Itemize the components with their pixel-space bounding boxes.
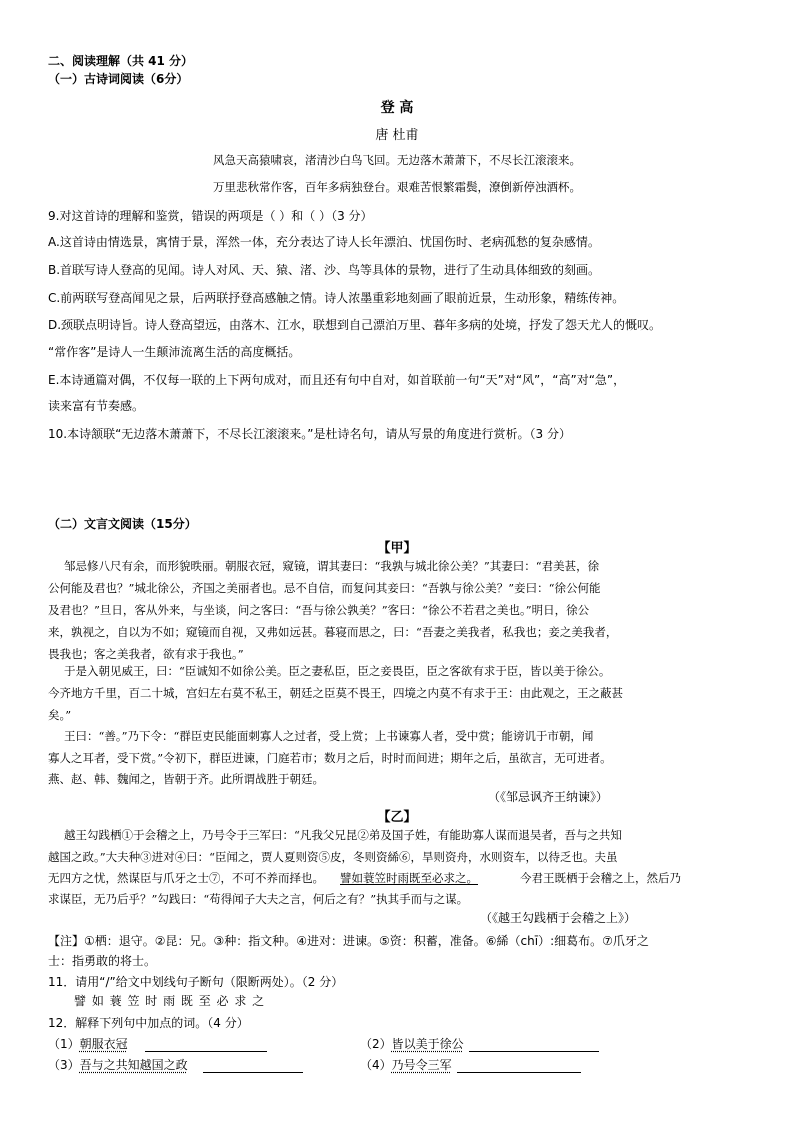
q12-item-num: （4）: [360, 1058, 392, 1072]
q9-stem: 9.对这首诗的理解和鉴赏，错误的两项是（ ）和（ ）（3 分）: [48, 209, 373, 223]
q11-sentence: 譬 如 蓑 笠 时 雨 既 至 必 求 之: [74, 994, 266, 1008]
q12-item-num: （1）: [48, 1037, 80, 1051]
annotation-note-cont: 士：指勇敢的将士。: [48, 954, 157, 968]
q12-item-2: [360, 1035, 599, 1052]
jia-source: （《邹忌讽齐王纳谏》）: [488, 790, 609, 804]
q12-item-4: [360, 1056, 581, 1073]
jia-line: 邹忌修八尺有余，而形貌昳丽。朝服衣冠，窥镜，谓其妻曰：“我孰与城北徐公美？”其妻曰：“君美甚，徐: [64, 559, 600, 573]
q12-stem: 12．解释下列句中加点的词。（4 分）: [48, 1016, 249, 1030]
part1-title: （一）古诗词阅读（6分）: [48, 72, 189, 86]
answer-blank[interactable]: [203, 1058, 303, 1073]
annotation-note: 【注】①栖：退守。②昆：兄。③种：指文种。④进对：进谏。⑤资：积蓄，准备。⑥絺（chī）:细葛布。⑦爪牙之: [48, 934, 649, 948]
poem-line-2: 万里悲秋常作客，百年多病独登台。艰难苦恨繁霜鬓，潦倒新停浊酒杯。: [213, 180, 581, 194]
poem-line-1: 风急天高猿啸哀，渚清沙白鸟飞回。无边落木萧萧下，不尽长江滚滚来。: [213, 153, 581, 167]
q9-option-d: D.颈联点明诗旨。诗人登高望远，由落木、江水，联想到自己漂泊万里、暮年多病的处境，抒发了怨天尤人的慨叹。: [48, 318, 662, 332]
yi-underlined-sentence: 譬如蓑笠时雨既至必求之。: [340, 871, 478, 885]
q12-item-num: （3）: [48, 1058, 80, 1072]
q12-item-text: 皆以美于徐公: [391, 1037, 464, 1051]
jia-line: 畏我也；客之美我者，欲有求于我也。”: [48, 647, 244, 661]
q9-option-d-cont: “常作客”是诗人一生颠沛流离生活的高度概括。: [48, 345, 301, 359]
poem-title: 登 高: [380, 100, 414, 116]
q12-item-num: （2）: [360, 1037, 392, 1051]
q12-item-text: 朝服衣冠: [79, 1037, 128, 1051]
jia-line: 于是入朝见威王，曰：“臣诚知不如徐公美。臣之妻私臣，臣之妾畏臣，臣之客欲有求于臣，皆以美于徐公。: [64, 664, 611, 678]
q10-stem: 10.本诗颔联“无边落木萧萧下，不尽长江滚滚来。”是杜诗名句，请从写景的角度进行赏析。（3 分）: [48, 427, 571, 441]
q9-option-c: C.前两联写登高闻见之景，后两联抒登高感触之情。诗人浓墨重彩地刻画了眼前近景，生动形象，精练传神。: [48, 291, 625, 305]
q12-item-3: [48, 1056, 303, 1073]
yi-source: （《越王勾践栖于会稽之上》）: [480, 911, 637, 925]
jia-line: 燕、赵、韩、魏闻之，皆朝于齐。此所谓战胜于朝廷。: [48, 772, 324, 786]
q9-option-e-cont: 读来富有节奏感。: [48, 399, 145, 413]
passage-jia-heading: 【甲】: [377, 541, 417, 556]
q12-item-text: 吾与之共知越国之政: [79, 1058, 188, 1072]
yi-line: 无四方之忧，然谋臣与爪牙之士⑦，不可不养而择也。: [48, 871, 324, 885]
jia-line: 矣。”: [48, 708, 72, 722]
jia-line: 今齐地方千里，百二十城，宫妇左右莫不私王，朝廷之臣莫不畏王，四境之内莫不有求于王：由此观之，王之蔽甚: [48, 686, 623, 700]
answer-blank[interactable]: [457, 1058, 581, 1073]
yi-line: 越王勾践栖①于会稽之上，乃号令于三军曰：“凡我父兄昆②弟及国子姓，有能助寡人谋而退吴者，吾与之共知: [64, 828, 622, 842]
jia-line: 及君也？”旦日，客从外来，与坐谈，问之客曰：“吾与徐公孰美？”客曰：“徐公不若君之美也。”明日，徐公: [48, 603, 590, 617]
yi-line: 越国之政。”大夫种③进对④曰：“臣闻之，贾人夏则资⑤皮，冬则资絺⑥，旱则资舟，水则资车，以待乏也。夫虽: [48, 850, 618, 864]
poem-author: 唐 杜甫: [375, 128, 419, 143]
q9-option-e: E.本诗通篇对偶，不仅每一联的上下两句成对，而且还有句中自对，如首联前一句“天”对“风”，“高”对“急”，: [48, 373, 626, 387]
yi-line: 求谋臣，无乃后乎？”勾践曰：“苟得闻子大夫之言，何后之有？”执其手而与之谋。: [48, 892, 469, 906]
jia-line: 公何能及君也？”城北徐公，齐国之美丽者也。忌不自信，而复问其妾曰：“吾孰与徐公美？”妾曰：“徐公何能: [48, 581, 601, 595]
jia-line: 来，孰视之，自以为不如；窥镜而自视，又弗如远甚。暮寝而思之，曰：“吾妻之美我者，私我也；妾之美我者，: [48, 625, 618, 639]
passage-yi-heading: 【乙】: [377, 810, 417, 825]
section-title: 二、阅读理解（共 41 分）: [48, 54, 194, 68]
q9-option-b: B.首联写诗人登高的见闻。诗人对风、天、猿、渚、沙、鸟等具体的景物，进行了生动具体细致的刻画。: [48, 263, 601, 277]
q12-item-text: 乃号令三军: [391, 1058, 452, 1072]
jia-line: 王曰：“善。”乃下令：“群臣吏民能面刺寡人之过者，受上赏；上书谏寡人者，受中赏；能谤讥于市朝，闻: [64, 729, 594, 743]
answer-blank[interactable]: [469, 1037, 599, 1052]
jia-line: 寡人之耳者，受下赏。”令初下，群臣进谏，门庭若市；数月之后，时时而间进；期年之后，虽欲言，无可进者。: [48, 751, 612, 765]
part2-title: （二）文言文阅读（15分）: [48, 517, 197, 531]
q9-option-a: A.这首诗由情选景，寓情于景，浑然一体，充分表达了诗人长年漂泊、忧国伤时、老病孤愁的复杂感情。: [48, 235, 600, 249]
q12-item-1: [48, 1035, 267, 1052]
yi-line: 今君王既栖于会稽之上，然后乃: [520, 871, 681, 885]
q11-stem: 11．请用“/”给文中划线句子断句（限断两处）。（2 分）: [48, 975, 344, 989]
answer-blank[interactable]: [145, 1037, 267, 1052]
